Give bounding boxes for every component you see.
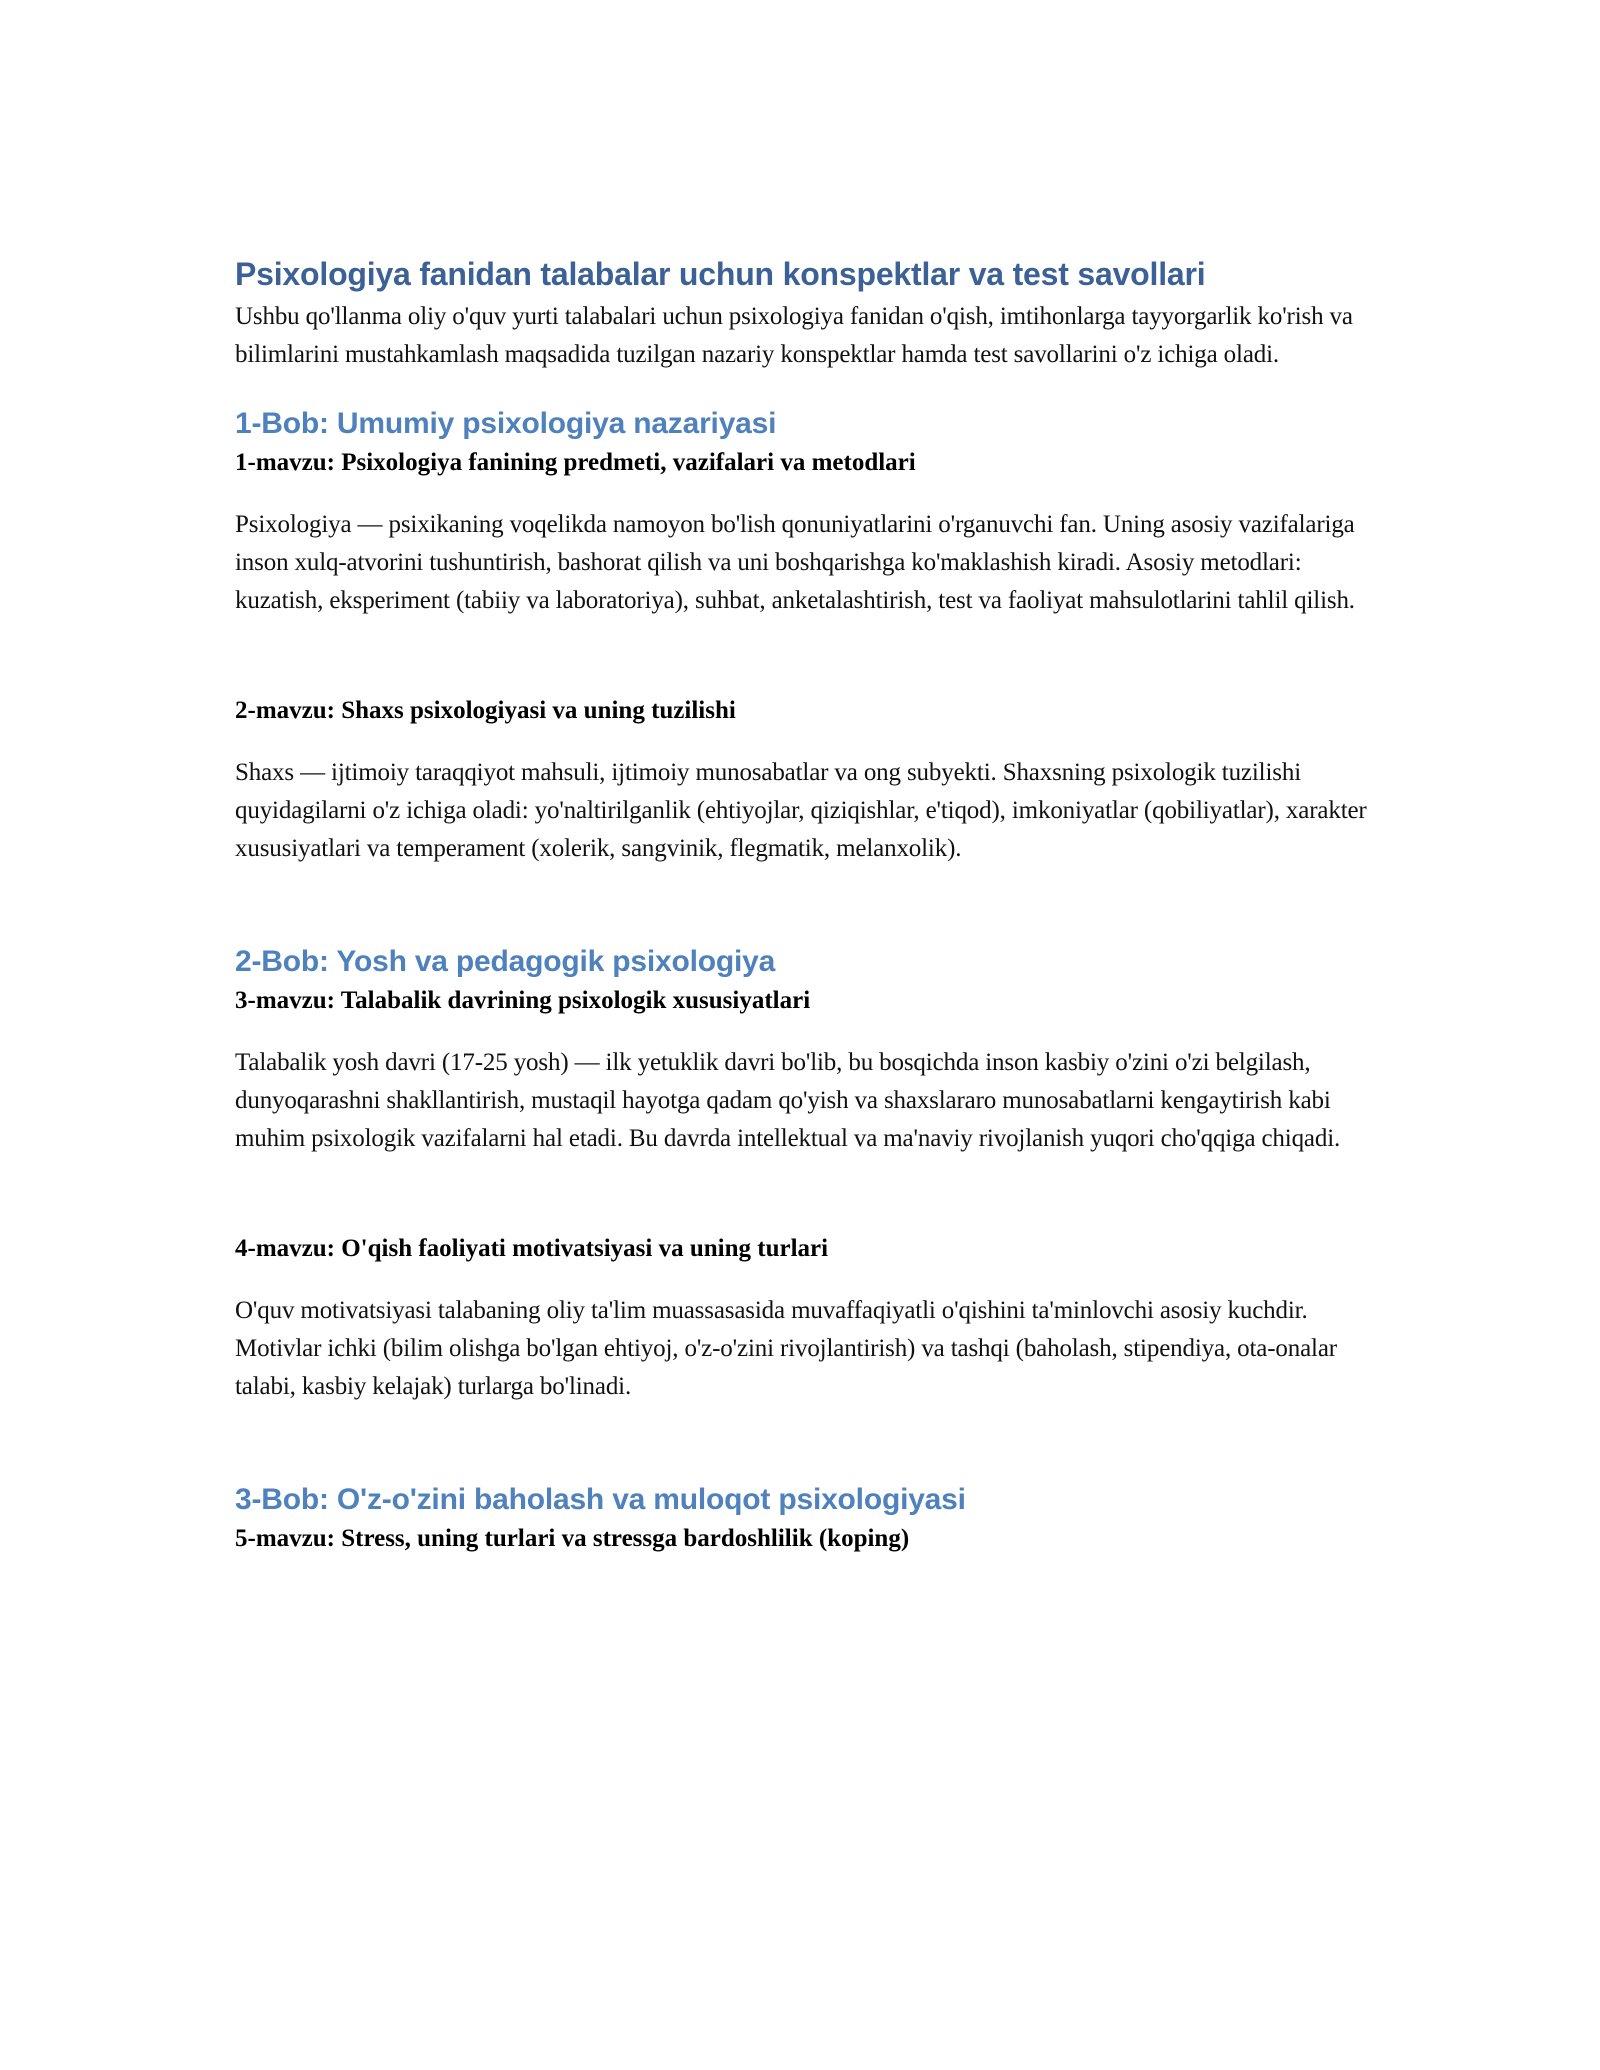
spacer bbox=[235, 1158, 1375, 1230]
spacer bbox=[235, 1406, 1375, 1480]
topic-heading: 1-mavzu: Psixologiya fanining predmeti, vazifalari va metodlari bbox=[235, 449, 916, 476]
document-content bbox=[235, 254, 1375, 1582]
chapter-1 bbox=[235, 404, 1375, 942]
topic-paragraph: Psixologiya — psixikaning voqelikda namoyon bo'lish qonuniyatlarini o'rganuvchi fan. Uning asosiy vazifalariga inson xulq-atvorini tushuntirish, bashorat qilish va uni boshqarishga ko'maklashish kiradi. Asosiy metodlari: kuzatish, eksperiment (tabiiy va laboratoriya), suhbat, anketalashtirish, test va faoliyat mahsulotlarini tahlil qilish. bbox=[235, 511, 1355, 614]
topic-paragraph: Talabalik yosh davri (17-25 yosh) — ilk yetuklik davri bo'lib, bu bosqichda inson kasbiy o'zini o'zi belgilash, dunyoqarashni shakllantirish, mustaqil hayotga qadam qo'yish va shaxslararo munosabatlarni kengaytirish kabi muhim psixologik vazifalarni hal etadi. Bu davrda intellektual va ma'naviy rivojlanish yuqori cho'qqiga chiqadi. bbox=[235, 1049, 1341, 1152]
document-title: Psixologiya fanidan talabalar uchun konspektlar va test savollari bbox=[235, 256, 1206, 292]
topic-heading: 3-mavzu: Talabalik davrining psixologik xususiyatlari bbox=[235, 987, 811, 1014]
topic-heading: 4-mavzu: O'qish faoliyati motivatsiyasi va uning turlari bbox=[235, 1235, 829, 1262]
chapter-2 bbox=[235, 942, 1375, 1480]
intro-paragraph: Ushbu qo'llanma oliy o'quv yurti talabalari uchun psixologiya fanidan o'qish, imtihonlarga tayyorgarlik ko'rish va bilimlarini mustahkamlash maqsadida tuzilgan nazariy konspektlar hamda test savollarini o'z ichiga oladi. bbox=[235, 303, 1353, 368]
chapter-3 bbox=[235, 1480, 1375, 1558]
topic-paragraph: O'quv motivatsiyasi talabaning oliy ta'lim muassasasida muvaffaqiyatli o'qishini ta'minlovchi asosiy kuchdir. Motivlar ichki (bilim olishga bo'lgan ehtiyoj, o'z-o'zini rivojlantirish) va tashqi (baholash, stipendiya, ota-onalar talabi, kasbiy kelajak) turlarga bo'linadi. bbox=[235, 1297, 1337, 1400]
spacer bbox=[235, 620, 1375, 692]
chapter-heading: 1-Bob: Umumiy psixologiya nazariyasi bbox=[235, 407, 777, 440]
spacer bbox=[235, 868, 1375, 942]
chapter-heading: 3-Bob: O'z-o'zini baholash va muloqot psixologiyasi bbox=[235, 1483, 966, 1516]
topic-paragraph: Shaxs — ijtimoiy taraqqiyot mahsuli, ijtimoiy munosabatlar va ong subyekti. Shaxsning psixologik tuzilishi quyidagilarni o'z ichiga oladi: yo'naltirilganlik (ehtiyojlar, qiziqishlar, e'tiqod), imkoniyatlar (qobiliyatlar), xarakter xususiyatlari va temperament (xolerik, sangvinik, flegmatik, melanxolik). bbox=[235, 759, 1367, 862]
topic-heading: 5-mavzu: Stress, uning turlari va stressga bardoshlilik (koping) bbox=[235, 1525, 910, 1552]
chapter-heading: 2-Bob: Yosh va pedagogik psixologiya bbox=[235, 945, 776, 978]
topic-heading: 2-mavzu: Shaxs psixologiyasi va uning tuzilishi bbox=[235, 697, 736, 724]
